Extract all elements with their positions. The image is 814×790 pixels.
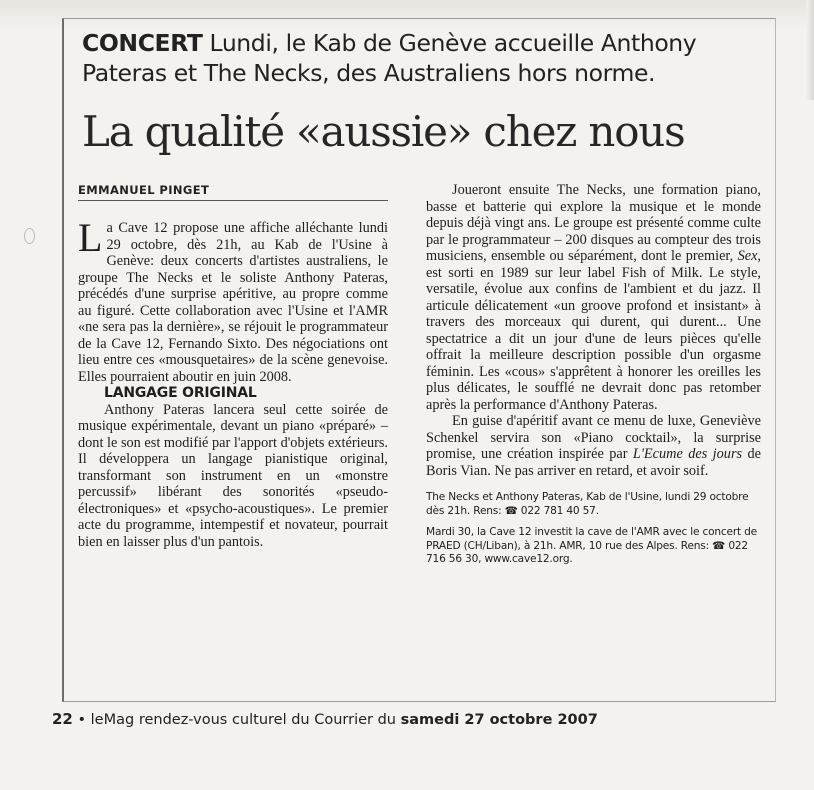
- left-column: [78, 215, 388, 550]
- footer-text: leMag rendez-vous culturel du Courrier du: [90, 712, 401, 728]
- paragraph-necks: [426, 182, 761, 413]
- page-edge: [806, 0, 814, 100]
- book-title: L'Ecume des jours: [632, 446, 743, 462]
- kicker-tag: CONCERT: [82, 29, 203, 57]
- dropcap: L: [78, 215, 103, 260]
- article-headline: La qualité «aussie» chez nous: [82, 107, 685, 156]
- paragraph-aperitif: [426, 413, 761, 479]
- page-footer: [52, 710, 598, 728]
- page-number: 22: [52, 710, 73, 728]
- subhead: LANGAGE ORIGINAL: [104, 385, 257, 401]
- footer-date: samedi 27 octobre 2007: [400, 712, 598, 728]
- right-column: [426, 182, 761, 567]
- byline-rule: [78, 200, 388, 201]
- paragraph-intro: [78, 215, 388, 385]
- text-span: En guise d'apéritif avant ce menu de luxe, Geneviève Schenkel servira son «Piano cocktail», la surprise promise, une création inspirée par: [426, 413, 761, 462]
- practical-info-2: Mardi 30, la Cave 12 investit la cave de l'AMR avec le concert de PRAED (CH/Liban), à 21h. AMR, 10 rue des Alpes. Rens: ☎ 022 716 56 30, www.cave12.org.: [426, 526, 757, 566]
- binding-hole-mark: [24, 228, 35, 244]
- text-span: , est sorti en 1989 sur leur label Fish of Milk. Le style, versatile, évolue aux confins de l'ambient et du jazz. Il articule délicatement «un groove profond et insistant» à travers des morceaux qui durent, qui durent... Une spectatrice a dit un jour d'une de leurs pièces qu'elle offrait la meilleure description possible d'un orgasme féminin. Les «cous» s'apprêtent à honorer les oreilles les plus délicates, le soufflé ne devrait donc pas retomber après la performance d'Anthony Pateras.: [426, 248, 761, 413]
- album-title: Sex: [737, 248, 758, 264]
- paragraph-pateras: Anthony Pateras lancera seul cette soirée de musique expérimentale, devant un piano «préparé» – dont le son est modifié par l'apport d'objets extérieurs. Il développera un langage pianistique original, transformant son instrument en un «monstre percussif» libérant des sonorités «pseudo-électroniques» et «psycho-acoustiques». Le premier acte du programme, intempestif et novateur, pourrait bien en laisser plus d'un pantois.: [78, 401, 388, 550]
- text-span: Joueront ensuite The Necks, une formation piano, basse et batterie qui explore la musique et le monde depuis déjà vingt ans. Le groupe est présenté comme culte par le programmateur – 200 disques au compteur des trois musiciens, ensemble ou séparément, dont le premier,: [426, 182, 761, 264]
- text-span: de Boris Vian. Ne pas arriver en retard, et avoir soif.: [426, 446, 761, 479]
- kicker-text: Lundi, le Kab de Genève accueille Anthony Pateras et The Necks, des Australiens hors norme.: [82, 29, 697, 87]
- byline: EMMANUEL PINGET: [78, 183, 210, 197]
- footer-separator: •: [72, 712, 91, 728]
- article-kicker: [82, 28, 762, 88]
- paragraph-intro-text: a Cave 12 propose une affiche alléchante lundi 29 octobre, dès 21h, au Kab de l'Usine à Genève: deux concerts d'artistes australiens, le groupe The Necks et le soliste Anthony Pateras, précédés d'une surprise apéritive, au propre comme au figuré. Cette collaboration avec l'Usine et l'AMR «ne sera pas la dernière», se réjouit le programmateur de la Cave 12, Fernando Sixto. Des négociations ont lieu entre ces «mousquetaires» de la scène genevoise. Elles pourraient aboutir en juin 2008.: [78, 220, 388, 385]
- practical-info: The Necks et Anthony Pateras, Kab de l'Usine, lundi 29 octobre dès 21h. Rens: ☎ 022 781 40 57.: [426, 491, 749, 517]
